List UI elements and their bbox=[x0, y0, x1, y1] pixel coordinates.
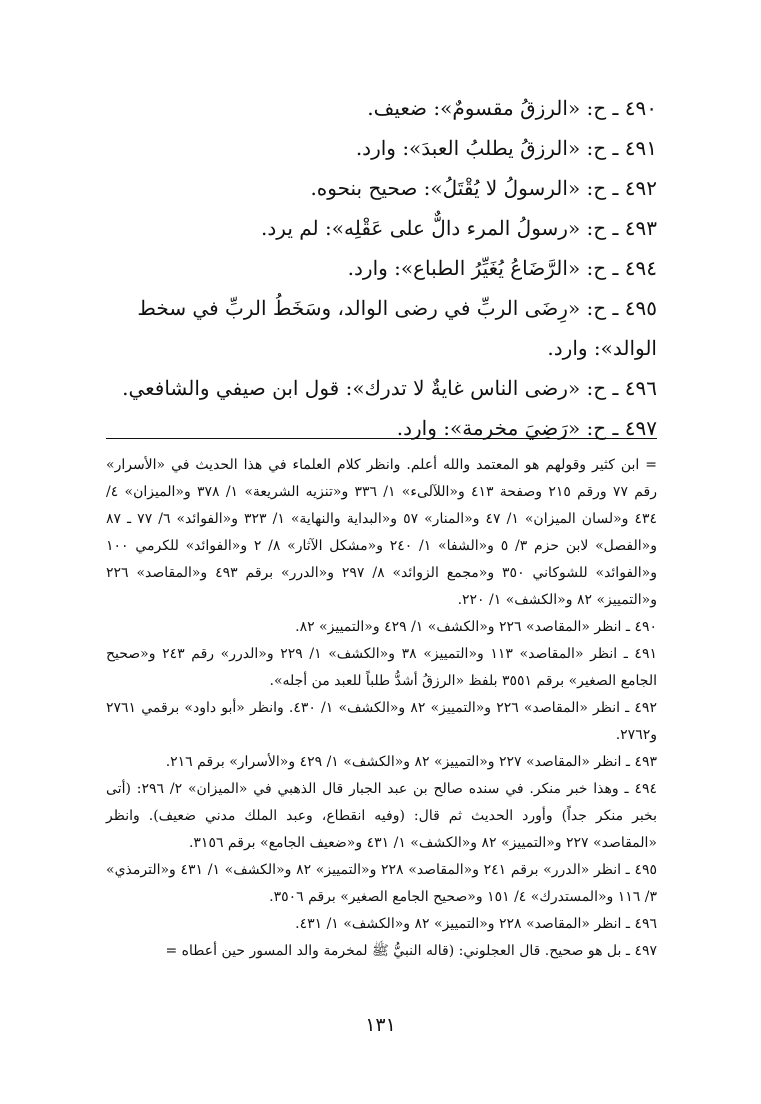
footnote-497: ٤٩٧ ـ بل هو صحيح. قال العجلوني: (قاله النبيُّ ﷺ لمخرمة والد المسور حين أعطاه = bbox=[165, 943, 657, 959]
footnote-493: ٤٩٣ ـ انظر «المقاصد» ٢٢٧ و«التمييز» ٨٢ و«الكشف» ١/ ٤٢٩ و«الأسرار» برقم ٢١٦. bbox=[165, 754, 657, 770]
entry-494: ٤٩٤ ـ ح: «الرَّضَاعُ يُغَيِّرُ الطباع»: وارد. bbox=[347, 256, 657, 280]
entry-493: ٤٩٣ ـ ح: «رسولُ المرء دالٌّ على عَقْلِه»: لم يرد. bbox=[261, 216, 657, 240]
footnote-492: ٤٩٢ ـ انظر «المقاصد» ٢٢٦ و«التمييز» ٨٢ و«الكشف» ١/ ٤٣٠. وانظر «أبو داود» برقمي ٢٧٦١ و٢٧٦٢. bbox=[106, 700, 657, 743]
entry-495: ٤٩٥ ـ ح: «رِضَى الربِّ في رضى الوالد، وسَخَطُ الربِّ في سخط الوالد»: وارد. bbox=[137, 296, 657, 360]
entry-497: ٤٩٧ ـ ح: «رَضِيَ مخرمة»: وارد. bbox=[396, 416, 657, 440]
entry-496: ٤٩٦ ـ ح: «رضى الناس غايةٌ لا تدرك»: قول ابن صيفي والشافعي. bbox=[122, 376, 657, 400]
footnote-490: ٤٩٠ ـ انظر «المقاصد» ٢٢٦ و«الكشف» ١/ ٤٢٩ و«التمييز» ٨٢. bbox=[295, 619, 657, 635]
footnotes bbox=[106, 452, 657, 965]
footnote-496: ٤٩٦ ـ انظر «المقاصد» ٢٢٨ و«التمييز» ٨٢ و«الكشف» ١/ ٤٣١. bbox=[295, 916, 657, 932]
footnote-491: ٤٩١ ـ انظر «المقاصد» ١١٣ و«التمييز» ٣٨ و«الكشف» ١/ ٢٢٩ و«الدرر» رقم ٢٤٣ و«صحيح الجامع الصغير» برقم ٣٥٥١ بلفظ «الرزقُ أشدُّ طلباً للعبد من أجله». bbox=[106, 646, 657, 689]
footnote-495: ٤٩٥ ـ انظر «الدرر» برقم ٢٤١ و«المقاصد» ٢٢٨ و«التمييز» ٨٢ و«الكشف» ١/ ٤٣١ و«الترمذي» ٣/ ١١٦ و«المستدرك» ٤/ ١٥١ و«صحيح الجامع الصغير» برقم ٣٥٠٦. bbox=[106, 862, 657, 905]
entry-491: ٤٩١ ـ ح: «الرزقُ يطلبُ العبدَ»: وارد. bbox=[355, 136, 657, 160]
footnote-divider bbox=[106, 438, 657, 439]
hadith-entries bbox=[87, 88, 657, 448]
entry-490: ٤٩٠ ـ ح: «الرزقُ مقسومٌ»: ضعيف. bbox=[367, 96, 657, 120]
footnote-continuation: = ابن كثير وقولهم هو المعتمد والله أعلم. وانظر كلام العلماء في هذا الحديث في «الأسرار» رقم ٧٧ ورقم ٢١٥ وصفحة ٤١٣ و«اللآلىء» ١/ ٣٣٦ و«تنزيه الشريعة» ١/ ٣٧٨ و«الميزان» ٤/ ٤٣٤ و«لسان الميزان» ١/ ٤٧ و«المنار» ٥٧ و«البداية والنهاية» ١/ ٣٢٣ و«الفوائد» ٦/ ٧٧ ـ ٨٧ و«الفصل» لابن حزم ٣/ ٥ و«الشفا» ١/ ٢٤٠ و«مشكل الآثار» ٨/ ٢ و«الفوائد» للكرمي ١٠٠ و«الفوائد» للشوكاني ٣٥٠ و«مجمع الزوائد» ٨/ ٢٩٧ و«الدرر» برقم ٤٩٣ و«المقاصد» ٢٢٦ و«التمييز» ٨٢ و«الكشف» ١/ ٢٢٠. bbox=[106, 457, 658, 608]
page-number: ١٣١ bbox=[365, 1014, 396, 1036]
entry-492: ٤٩٢ ـ ح: «الرسولُ لا يُقْتَلُ»: صحيح بنحوه. bbox=[310, 176, 657, 200]
footnote-494: ٤٩٤ ـ وهذا خبر منكر. في سنده صالح بن عبد الجبار قال الذهبي في «الميزان» ٢/ ٢٩٦: (أتى بخبر منكر جداً) وأورد الحديث ثم قال: (وفيه انقطاع، وعبد الملك مدني ضعيف). وانظر «المقاصد» ٢٢٧ و«التمييز» ٨٢ و«الكشف» ١/ ٤٣١ و«ضعيف الجامع» برقم ٣١٥٦. bbox=[106, 781, 657, 851]
